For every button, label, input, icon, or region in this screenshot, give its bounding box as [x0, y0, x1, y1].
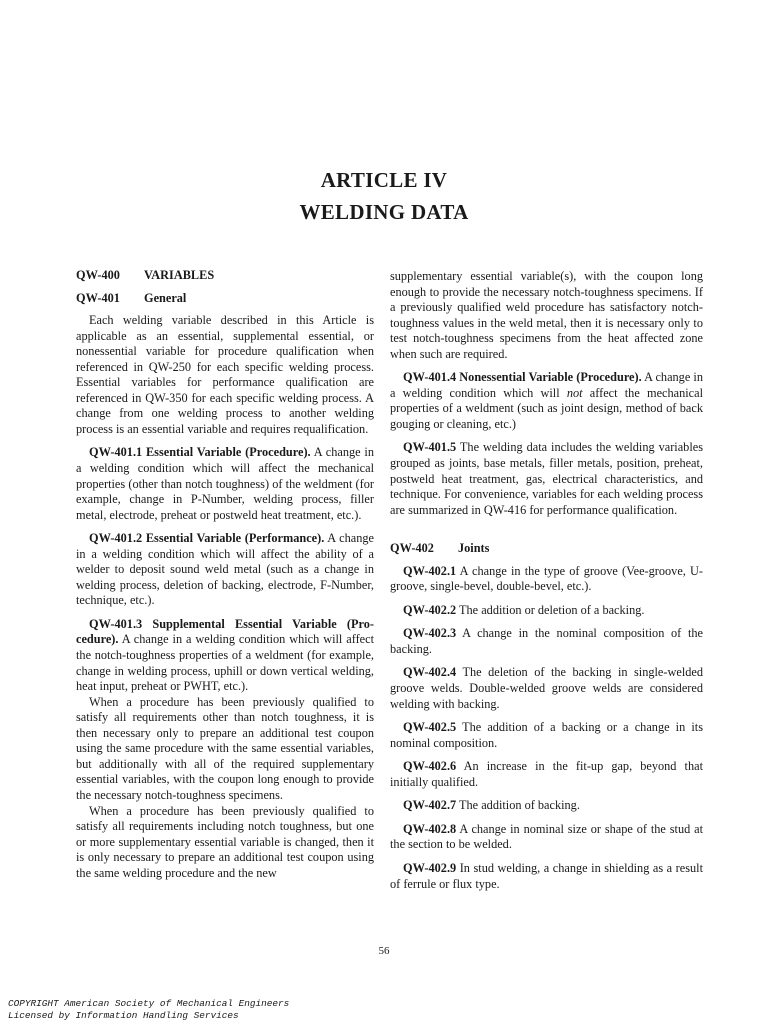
section-number: QW-402	[390, 541, 434, 556]
section-title: Joints	[458, 541, 490, 556]
paragraph-body: A change in the type of groove (Vee-groove, U-groove, single-bevel, double-bevel, etc.).	[390, 563, 703, 594]
section-heading-qw401	[76, 291, 374, 307]
list-item	[390, 564, 703, 595]
section-heading-qw400	[76, 268, 374, 284]
article-title: WELDING DATA	[299, 200, 469, 224]
paragraph-body: affect the mechanical properties of a weldment (such as joint design, method of back gouging or cleaning, etc.)	[390, 385, 704, 431]
paragraph-heading: QW-401.1 Essential Variable (Procedure).	[89, 445, 311, 460]
article-number: ARTICLE IV	[320, 168, 448, 192]
paragraph-continued: supplementary essential variable(s), with the coupon long enough to provide the necessary notch-toughness specimens. If a previously qualified weld procedure has satisfactory notch-toughness values in the weld metal, then it is necessary only to test notch-toughness specimens from the heat affected zone when such are required.	[390, 269, 703, 361]
paragraph-heading: QW-402.3	[403, 626, 457, 641]
paragraph-body: In stud welding, a change in shielding as a result of ferrule or flux type.	[390, 860, 703, 891]
paragraph-body: A change in a welding condition which will affect the mechanical properties (other than notch toughness) of the weldment (for example, change in P-Number, welding process, filler metal, electrode, preheat or postweld heat treatment, etc.).	[76, 445, 374, 522]
license-line: Licensed by Information Handling Services	[8, 1009, 239, 1021]
copyright-line: COPYRIGHT American Society of Mechanical Engineers	[8, 998, 290, 1009]
paragraph-heading: QW-402.7	[403, 798, 457, 813]
list-item	[390, 798, 703, 814]
paragraph-heading: QW-402.6	[403, 759, 457, 774]
list-item	[390, 861, 703, 892]
section-number: QW-401	[76, 290, 120, 305]
paragraph-qw-401-3-c: When a procedure has been previously qualified to satisfy all requirements including notch toughness, but one or more supplementary essential variable is changed, then it is only necessary to prepare an additional test coupon using the same welding procedure and the new	[76, 803, 374, 880]
paragraph-body: The addition of a backing or a change in its nominal composition.	[390, 720, 703, 750]
paragraph-heading: QW-402.2	[403, 602, 457, 617]
list-item	[390, 665, 703, 712]
paragraph-heading: QW-402.8	[403, 821, 457, 836]
paragraph-body: A change in a welding condition which will affect the ability of a welder to deposit sound weld metal (such as a change in welding process, deletion of backing, electrode, F-Number, technique, etc.).	[76, 531, 374, 608]
section-heading-qw402	[390, 541, 703, 557]
paragraph-body: An increase in the fit-up gap, beyond that initially qualified.	[390, 759, 703, 789]
copyright-footer	[8, 998, 289, 1021]
paragraph-body: The addition of backing.	[456, 798, 580, 813]
paragraph-body: A change in a welding condition which will	[390, 370, 703, 400]
paragraph-qw-401-5	[390, 440, 703, 518]
paragraph-heading: QW-401.4 Nonessential Variable (Procedure).	[403, 370, 642, 385]
paragraph-body: The deletion of the backing in single-welded groove welds. Double-welded groove welds are considered welding with backing.	[390, 665, 703, 711]
paragraph-qw-401-3	[76, 617, 374, 695]
paragraph-qw-401-1	[76, 445, 374, 523]
paragraph-qw-401-3-b: When a procedure has been previously qualified to satisfy all requirements other than notch toughness, it is then necessary only to prepare an additional test coupon using the same procedure with the same essential variables, but additionally with all of the required supplementary essential variables, with the coupon long enough to provide the necessary notch-toughness specimens.	[76, 694, 374, 802]
list-item	[390, 720, 703, 751]
list-item	[390, 603, 703, 619]
paragraph-body: A change in nominal size or shape of the stud at the section to be welded.	[390, 821, 703, 852]
paragraph-body: The addition or deletion of a backing.	[456, 602, 645, 617]
section-title: VARIABLES	[144, 268, 215, 282]
paragraph-heading: QW-401.5	[403, 440, 457, 455]
paragraph-body: A change in the nominal composition of the backing.	[390, 626, 703, 656]
list-item	[390, 759, 703, 790]
section-title: General	[144, 290, 187, 305]
emphasis-not: not	[566, 385, 583, 400]
paragraph-body: The welding data includes the welding variables grouped as joints, base metals, filler metals, position, preheat, postweld heat treatment, gas, electrical characteristics, and technique. For convenience, variables for each welding process are summarized in QW-416 for performance qualification.	[390, 440, 703, 517]
section-number: QW-400	[76, 268, 120, 282]
paragraph-heading: QW-401.3 Supplemental Essential Variable (Procedure).	[76, 616, 374, 647]
paragraph-qw-401-4	[390, 370, 703, 432]
left-column	[76, 268, 374, 881]
paragraph-body: A change in a welding condition which will affect the notch-toughness properties of a weldment (for example, change in welding process, uphill or down vertical welding, heat input, preheat or PWHT, etc.).	[76, 632, 374, 694]
right-column	[390, 269, 703, 900]
paragraph-heading: QW-402.1	[403, 563, 457, 578]
paragraph-heading: QW-401.2 Essential Variable (Performance).	[89, 531, 325, 546]
list-item	[390, 822, 703, 853]
list-item	[390, 626, 703, 657]
paragraph-qw-401-2	[76, 531, 374, 609]
paragraph-heading: QW-402.4	[403, 665, 457, 680]
paragraph-heading: QW-402.5	[403, 720, 457, 735]
paragraph-general: Each welding variable described in this Article is applicable as an essential, supplemental essential, or nonessential variable for procedure qualification when referenced in QW-250 for each specific welding process. Essential variables for performance qualification are referenced in QW-350 for each specific welding process. A change from one welding process to another welding process is an essential variable and requires requalification.	[76, 313, 374, 436]
paragraph-heading: QW-402.9	[403, 860, 457, 875]
page-number: 56	[378, 945, 390, 957]
